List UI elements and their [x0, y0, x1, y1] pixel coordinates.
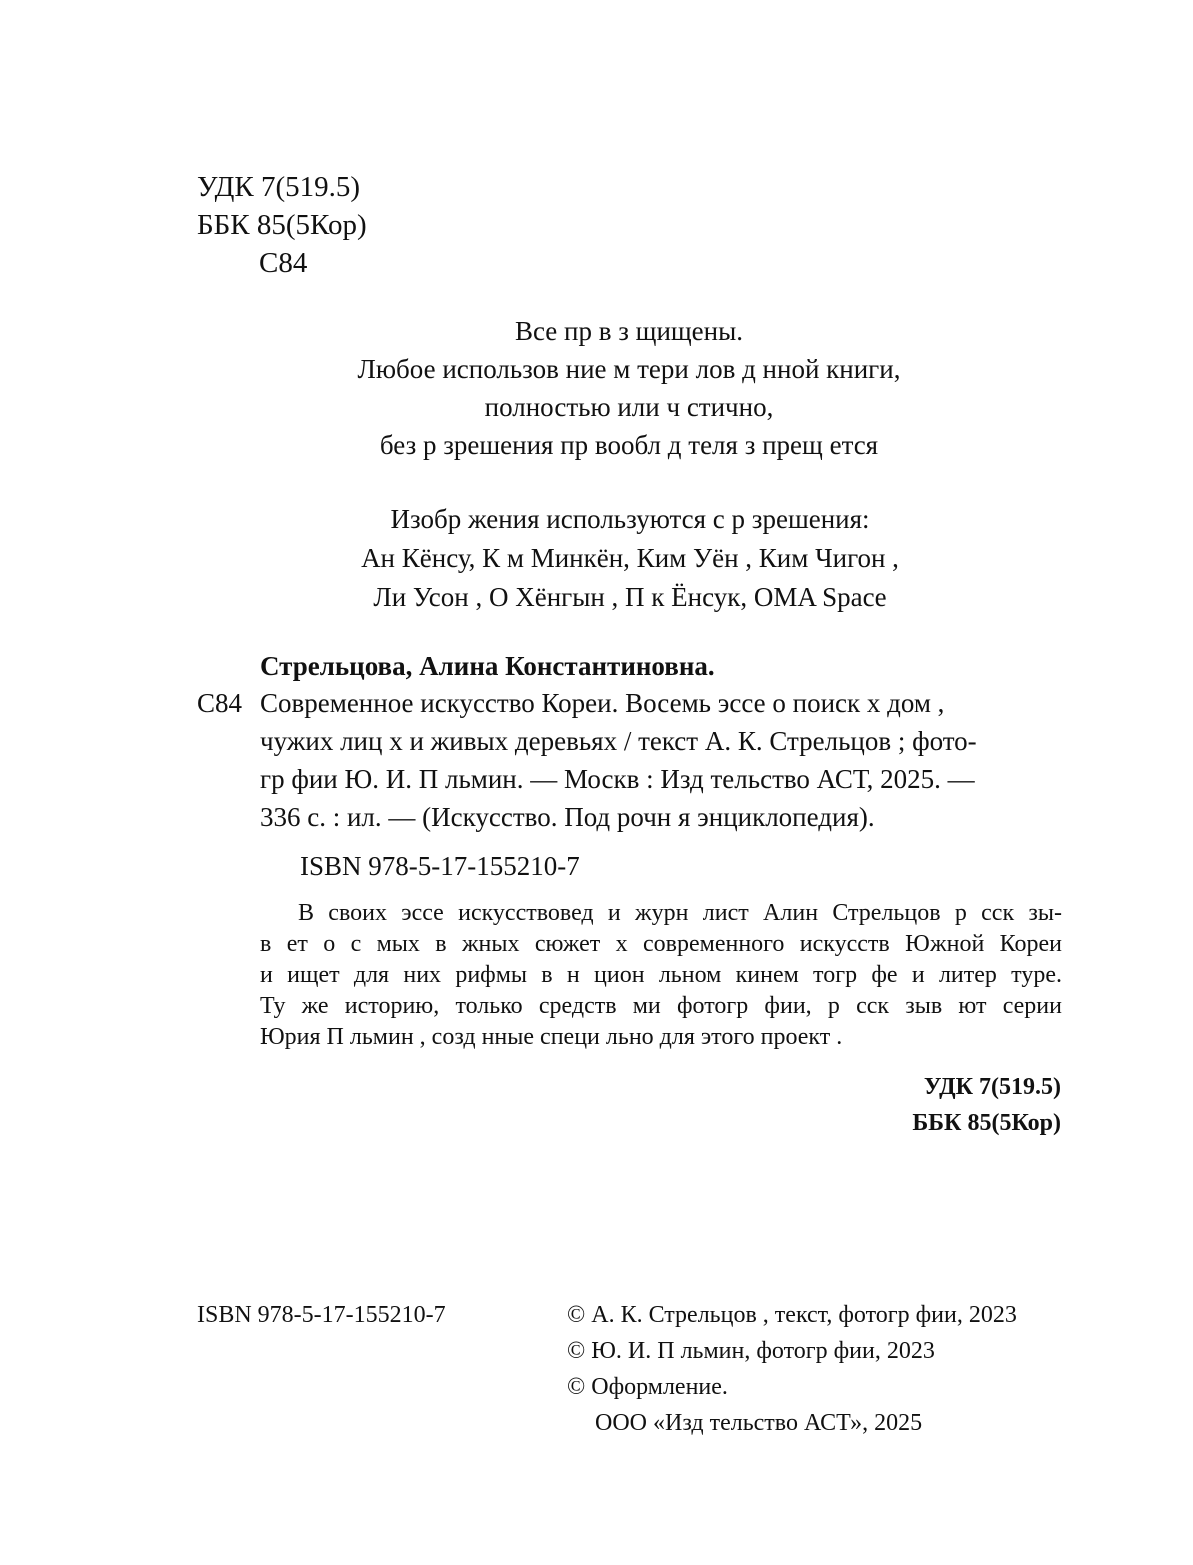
author-mark: С84 [259, 247, 308, 279]
annotation-line: Юрия П льмин , созд нные специ льно для этого проект . [260, 1024, 843, 1050]
rights-line: без р зрешения пр вообл д теля з прещ ется [379, 430, 879, 460]
rights-notice [290, 312, 968, 464]
copyright-line: © Оформление. [567, 1374, 728, 1400]
udk-code-bottom: УДК 7(519.5) [923, 1074, 1061, 1100]
record-code: С84 [197, 688, 243, 718]
record-description [260, 684, 1060, 836]
record-isbn: ISBN 978-5-17-155210-7 [300, 851, 580, 881]
annotation-line: и ищет для них рифмы в н цион льном кинем тогр фе и литер туре. [260, 962, 1062, 988]
top-classification [197, 168, 367, 282]
description-line: гр фии Ю. И. П льмин. — Москв : Изд тельство АСТ, 2025. — [260, 764, 975, 794]
description-line: 336 с. : ил. — (Искусство. Под рочн я энциклопедия). [260, 802, 875, 832]
credits-line: Изобр жения используются с р зрешения: [390, 504, 870, 534]
annotation-line: В своих эссе искусствовед и журн лист Алин Стрельцов р сск зы- [298, 900, 1062, 926]
credits-line: Ан Кёнсу, К м Минкён, Ким Уён , Ким Чигон , [361, 543, 899, 573]
credits-line: Ли Усон , О Хёнгын , П к Ёнсук, OMA Space [373, 582, 887, 612]
copyright-line: © А. К. Стрельцов , текст, фотогр фии, 2023 [567, 1302, 1017, 1328]
description-line: Современное искусство Кореи. Восемь эссе о поиск х дом , [260, 688, 945, 718]
copyright-block [567, 1297, 1017, 1441]
annotation-line: Ту же историю, только средств ми фотогр фии, р сск зыв ют серии [260, 993, 1062, 1019]
udk-code: УДК 7(519.5) [197, 171, 361, 203]
rights-line: Любое использов ние м тери лов д нной книги, [357, 354, 901, 384]
copyright-line: ООО «Изд тельство АСТ», 2025 [595, 1410, 923, 1436]
record-author: Стрельцова, Алина Константиновна. [260, 651, 715, 681]
annotation-line: в ет о с мых в жных сюжет х современного искусств Южной Кореи [260, 931, 1062, 957]
bbk-code: ББК 85(5Кор) [197, 209, 367, 241]
rights-line: Все пр в з щищены. [514, 316, 744, 346]
bbk-code-bottom: ББК 85(5Кор) [912, 1110, 1061, 1136]
bottom-classification [912, 1069, 1061, 1141]
annotation [260, 898, 1062, 1053]
image-credits [270, 500, 990, 617]
description-line: чужих лиц х и живых деревьях / текст А. К. Стрельцов ; фото- [260, 726, 977, 756]
rights-line: полностью или ч стично, [484, 392, 774, 422]
copyright-line: © Ю. И. П льмин, фотогр фии, 2023 [567, 1338, 935, 1364]
footer-isbn: ISBN 978-5-17-155210-7 [197, 1302, 446, 1328]
